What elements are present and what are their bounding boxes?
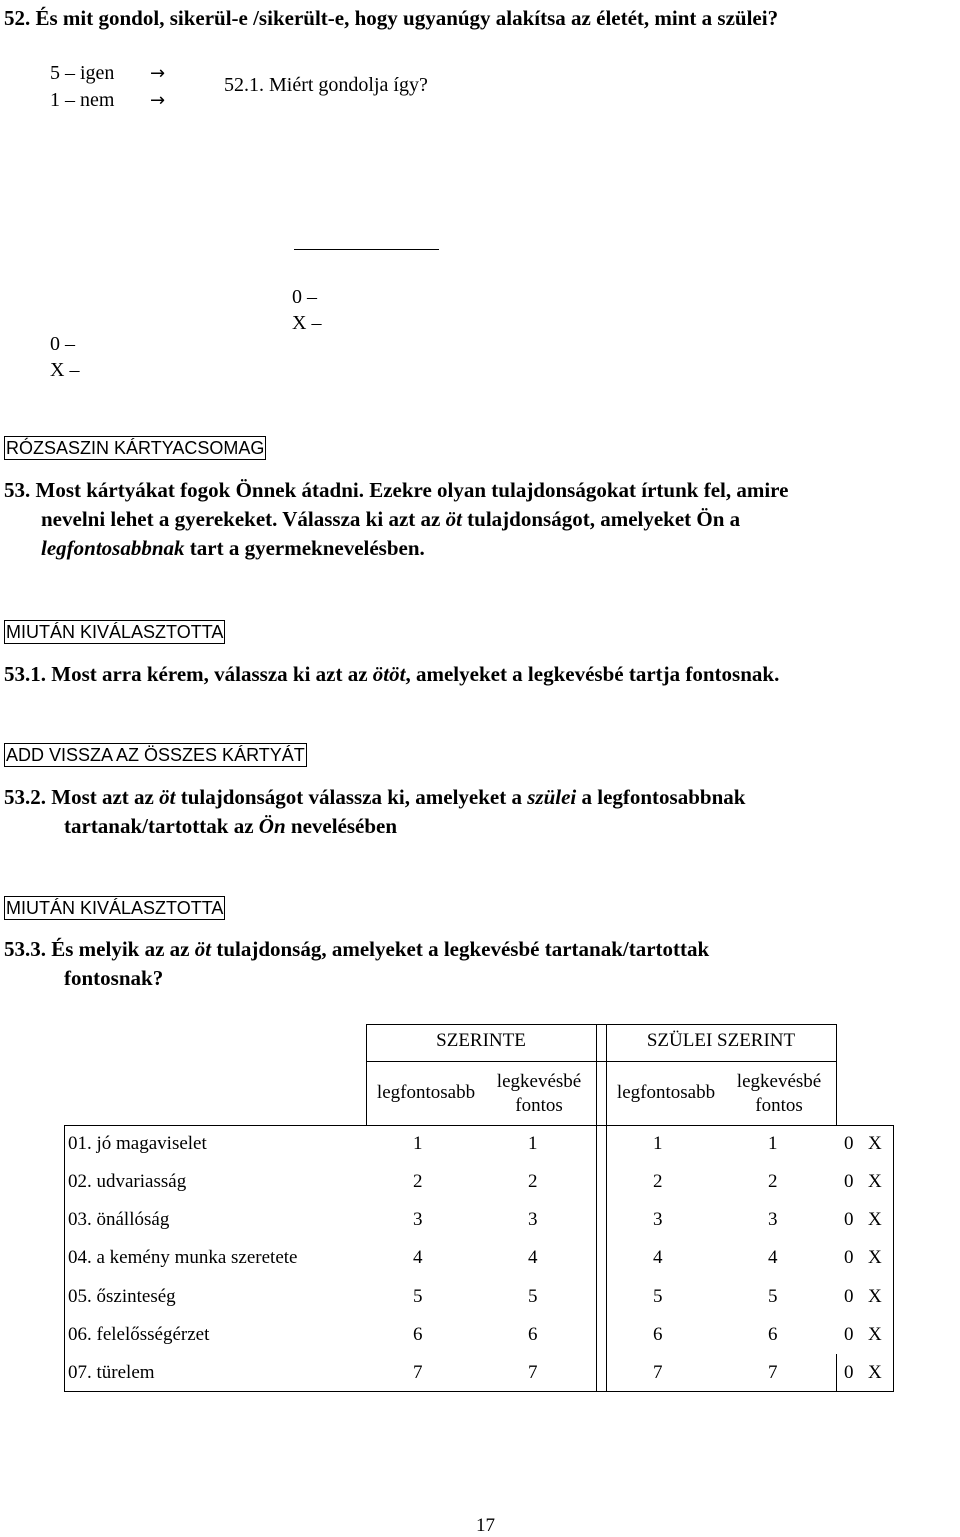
question-53-2-line2: tartanak/tartottak az Ön nevelésében	[64, 814, 398, 838]
code-x-cell: X	[868, 1209, 882, 1230]
question-52: 52. És mit gondol, sikerül-e /sikerült-e, hogy ugyanúgy alakítsa az életét, mint a szülei?	[4, 6, 779, 30]
column-header-most: legfontosabb	[616, 1082, 716, 1103]
row-label: 07. türelem	[68, 1362, 155, 1383]
row-code: 5	[768, 1286, 778, 1307]
question-53-line3: legfontosabbnak tart a gyermeknevelésben.	[41, 536, 425, 560]
question-53-3-line2: fontosnak?	[64, 966, 164, 990]
row-code: 3	[413, 1209, 423, 1230]
option-yes: 5 – igen	[50, 62, 115, 84]
code-zero-cell: 0	[844, 1247, 854, 1268]
row-code: 1	[768, 1133, 778, 1154]
arrow-right-icon: →	[150, 63, 166, 84]
row-code: 7	[768, 1362, 778, 1383]
row-label: 06. felelősségérzet	[68, 1324, 210, 1345]
row-code: 2	[413, 1171, 423, 1192]
option-no: 1 – nem	[50, 89, 115, 111]
code-x-cell: X	[868, 1362, 882, 1383]
code-zero-cell: 0	[844, 1171, 854, 1192]
code-zero-cell: 0	[844, 1362, 854, 1383]
row-label: 03. önállóság	[68, 1209, 170, 1230]
row-code: 3	[768, 1209, 778, 1230]
row-code: 3	[653, 1209, 663, 1230]
instruction-return-cards: ADD VISSZA AZ ÖSSZES KÁRTYÁT	[6, 745, 305, 765]
row-code: 6	[768, 1324, 778, 1345]
answer-line	[294, 249, 439, 250]
row-code: 2	[768, 1171, 778, 1192]
row-label: 05. őszinteség	[68, 1286, 176, 1307]
row-code: 7	[653, 1362, 663, 1383]
row-code: 2	[528, 1171, 538, 1192]
question-52-1: 52.1. Miért gondolja így?	[224, 74, 428, 96]
column-header-most: legfontosabb	[376, 1082, 476, 1103]
row-code: 7	[413, 1362, 423, 1383]
row-label: 02. udvariasság	[68, 1171, 187, 1192]
code-x-cell: X	[868, 1247, 882, 1268]
row-code: 3	[528, 1209, 538, 1230]
code-x: X –	[292, 312, 322, 334]
row-code: 6	[653, 1324, 663, 1345]
row-code: 7	[528, 1362, 538, 1383]
row-code: 5	[653, 1286, 663, 1307]
question-53-3-line1: 53.3. És melyik az az öt tulajdonság, amelyeket a legkevésbé tartanak/tartottak	[4, 937, 710, 961]
code-zero-cell: 0	[844, 1286, 854, 1307]
code-x-cell: X	[868, 1286, 882, 1307]
instruction-after-selected: MIUTÁN KIVÁLASZTOTTA	[6, 898, 224, 918]
row-code: 6	[413, 1324, 423, 1345]
code-zero: 0 –	[292, 286, 317, 308]
column-group-szerinte: SZERINTE	[436, 1030, 526, 1051]
code-x: X –	[50, 359, 80, 381]
code-x-cell: X	[868, 1324, 882, 1345]
question-53-line2: nevelni lehet a gyerekeket. Válassza ki azt az öt tulajdonságot, amelyeket Ön a	[41, 507, 741, 531]
question-53-2-line1: 53.2. Most azt az öt tulajdonságot válassza ki, amelyeket a szülei a legfontosabbnak	[4, 785, 746, 809]
row-label: 01. jó magaviselet	[68, 1133, 207, 1154]
row-label: 04. a kemény munka szeretete	[68, 1247, 298, 1268]
row-code: 2	[653, 1171, 663, 1192]
row-code: 5	[413, 1286, 423, 1307]
column-header-least: legkevésbé fontos	[736, 1071, 822, 1116]
code-x-cell: X	[868, 1133, 882, 1154]
column-group-szulei-szerint: SZÜLEI SZERINT	[646, 1030, 796, 1051]
row-code: 4	[653, 1247, 663, 1268]
column-header-least: legkevésbé fontos	[496, 1071, 582, 1116]
code-zero-cell: 0	[844, 1133, 854, 1154]
row-code: 1	[413, 1133, 423, 1154]
code-zero-cell: 0	[844, 1209, 854, 1230]
instruction-pink-cards: RÓZSASZIN KÁRTYACSOMAG	[6, 438, 265, 458]
row-code: 6	[528, 1324, 538, 1345]
code-x-cell: X	[868, 1171, 882, 1192]
row-code: 4	[528, 1247, 538, 1268]
page-number: 17	[476, 1515, 495, 1536]
code-zero-cell: 0	[844, 1324, 854, 1345]
row-code: 5	[528, 1286, 538, 1307]
row-code: 4	[413, 1247, 423, 1268]
instruction-after-selected: MIUTÁN KIVÁLASZTOTTA	[6, 622, 224, 642]
question-53-line1: 53. Most kártyákat fogok Önnek átadni. Ezekre olyan tulajdonságokat írtunk fel, amire	[4, 478, 789, 502]
code-zero: 0 –	[50, 333, 75, 355]
row-code: 1	[528, 1133, 538, 1154]
row-code: 1	[653, 1133, 663, 1154]
row-code: 4	[768, 1247, 778, 1268]
question-53-1: 53.1. Most arra kérem, válassza ki azt az ötöt, amelyeket a legkevésbé tartja fontosnak.	[4, 662, 780, 686]
arrow-right-icon: →	[150, 90, 166, 111]
